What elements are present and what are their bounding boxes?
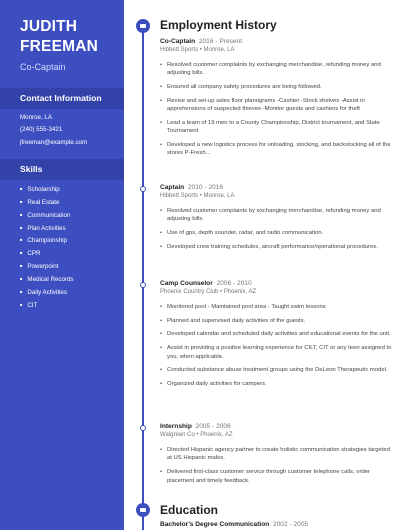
skill-item: ■ Communication (20, 209, 74, 222)
skill-item: ■ Powerpoint (20, 260, 74, 273)
job-location: Phoenix, AZ (200, 432, 233, 438)
job-bullet: • Use of gps, depth sounder, radar, and radio communication. (160, 229, 396, 237)
separator: • (196, 432, 199, 438)
education-entry (160, 521, 308, 528)
sidebar (0, 0, 124, 530)
skills-list (20, 183, 74, 311)
job-entry (160, 423, 396, 490)
contact-location: Monroe, LA (20, 114, 52, 121)
job-company: Hibbett Sports (160, 193, 199, 199)
job-company-line (160, 193, 396, 199)
job-dates: 2010 - 2016 (187, 184, 224, 191)
contact-block (20, 112, 87, 149)
job-bullets (160, 207, 396, 251)
job-entry (160, 38, 396, 163)
separator: • (199, 193, 202, 199)
job-company: Hibbett Sports (160, 47, 199, 53)
job-title: Internship (160, 423, 192, 430)
job-bullet: • Planned and supervised daily activities of the guests. (160, 317, 396, 325)
separator: • (220, 289, 223, 295)
separator: • (199, 47, 202, 53)
job-bullet: • Resolved customer complaints by exchanging merchandise, refunding money and adjusting bills. (160, 61, 396, 78)
job-header (160, 423, 396, 430)
job-dates: 2006 - 2010 (216, 280, 252, 287)
job-bullet: • Resolved customer complaints by exchanging merchandise, refunding money and adjusting bills. (160, 207, 396, 224)
skills-heading: Skills (0, 159, 124, 180)
job-header (160, 38, 396, 45)
skill-item: ■ Championship (20, 234, 74, 247)
skill-item: ■ CPR (20, 247, 74, 260)
job-location: Phoenix, AZ (223, 289, 257, 295)
job-entry (160, 184, 396, 257)
job-title: Camp Counselor (160, 280, 213, 287)
job-entry (160, 280, 396, 394)
job-dates: 2005 - 2006 (195, 423, 231, 430)
job-bullet: • Delivered first-class customer service through customer telephone calls, order placement and timely feedback. (160, 468, 396, 485)
job-bullets (160, 446, 396, 485)
job-company: Walgreen Co (160, 432, 195, 438)
job-bullet: • Revise and set-up sales floor planograms -Cashier -Stock shelves -Assist in apprehensions of suspected thieves -Monitor guests and cashiers for theft (160, 97, 396, 114)
education-heading: Education (160, 503, 219, 517)
profile-title: Co-Captain (20, 62, 66, 72)
job-header (160, 280, 396, 287)
job-dates: 2016 - Present (198, 38, 243, 45)
job-bullet: • Lead a team of 19 men to a County Championship, District tournament, and State Tournament (160, 119, 396, 136)
employment-heading: Employment History (160, 18, 277, 32)
timeline-line (142, 20, 144, 530)
job-title: Co-Captain (160, 38, 196, 45)
graduation-cap-icon (136, 503, 150, 517)
job-bullet: • Assist in providing a positive learning experience for CILT, CIT or any teen assigned to you, when applicable. (160, 344, 396, 361)
job-bullets (160, 61, 396, 158)
contact-heading: Contact Information (0, 88, 124, 109)
skill-item: ■ Plan Activities (20, 222, 74, 235)
timeline-dot (140, 282, 146, 288)
skill-item: ■ Real Estate (20, 196, 74, 209)
skill-item: ■ CIT (20, 299, 74, 312)
job-bullet: • Developed crew training schedules, aircraft performance/operational procedures. (160, 243, 396, 251)
skill-item: ■ Medical Records (20, 273, 74, 286)
job-company-line (160, 47, 396, 53)
job-bullets (160, 303, 396, 388)
timeline-dot (140, 425, 146, 431)
job-bullet: • Directed Hispanic agency partner to create holistic communication strategies targeted at US Hispanic males. (160, 446, 396, 463)
job-bullet: • Conducted substance abuse treatment groups using the DeLeon Therapeutic model. (160, 366, 396, 374)
job-location: Monroe, LA (203, 193, 235, 199)
profile-name: JUDITH FREEMAN (20, 18, 99, 55)
contact-email[interactable]: jfreeman@example.com (20, 138, 88, 146)
job-company: Phoenix Country Club (160, 289, 219, 295)
job-bullet: • Monitored pool - Maintained pool area - Taught swim lessons (160, 303, 396, 311)
job-location: Monroe, LA (203, 47, 235, 53)
degree-title: Bachelor's Degree Communication (160, 521, 270, 528)
job-header (160, 184, 396, 191)
job-title: Captain (160, 184, 185, 191)
job-company-line (160, 289, 396, 295)
job-company-line (160, 432, 396, 438)
job-bullet: • Ensured all company safety procedures are being followed. (160, 83, 396, 91)
timeline-dot (140, 186, 146, 192)
job-bullet: • Organized daily activities for campers. (160, 380, 396, 388)
skill-item: ■ Daily Activities (20, 286, 74, 299)
job-bullet: • Developed a new logistics process for unloading, stocking, and backstocking all of the stores P-Fresh... (160, 141, 396, 158)
job-bullet: • Developed calendar and scheduled daily activities and educational events for the unit. (160, 330, 396, 338)
skill-item: ■ Scholarship (20, 183, 74, 196)
briefcase-icon (136, 19, 150, 33)
contact-phone: (240) 555-3421 (20, 126, 63, 134)
education-dates: 2002 - 2005 (272, 521, 309, 528)
